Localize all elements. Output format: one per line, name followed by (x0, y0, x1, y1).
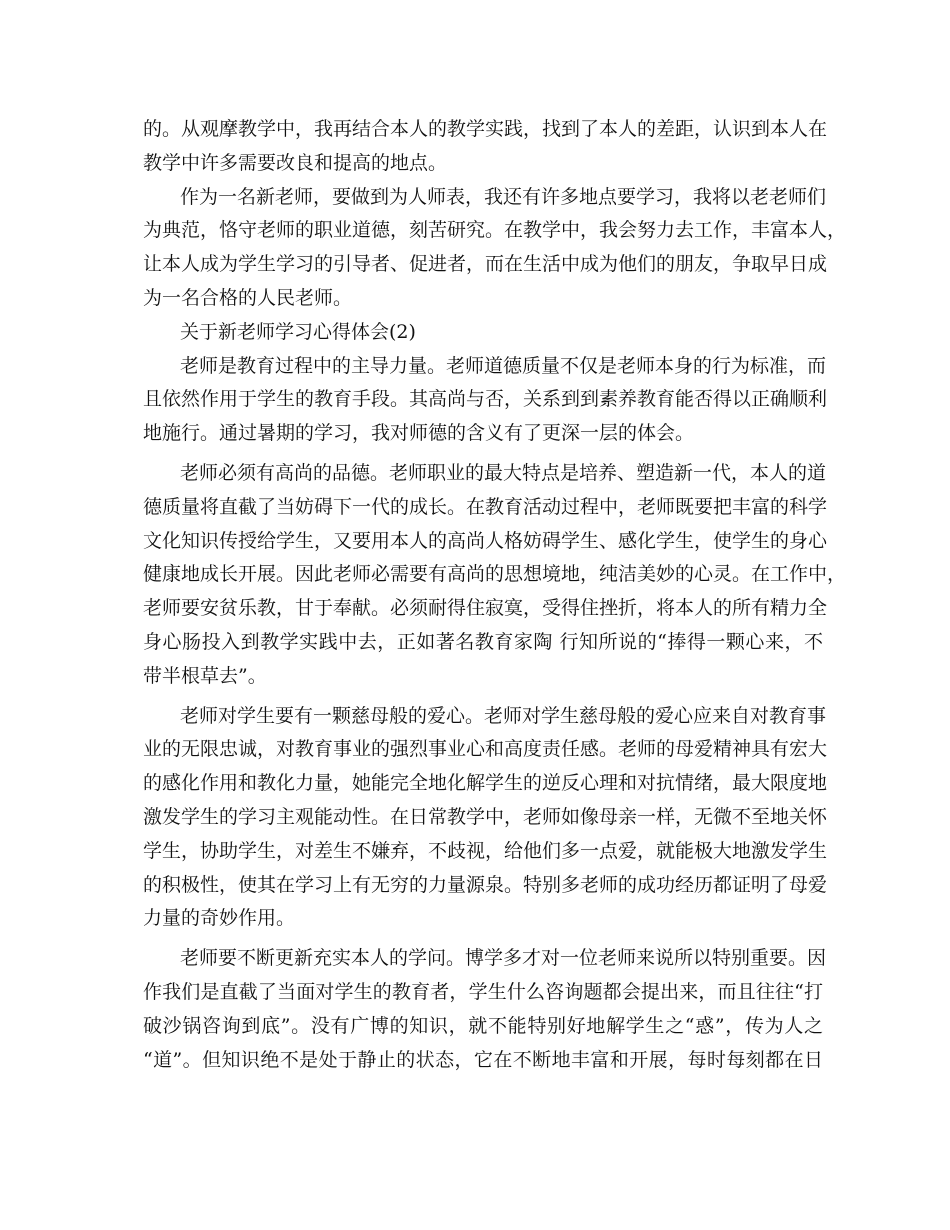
text-line: 作为一名新老师，要做到为人师表，我还有许多地点要学习，我将以老老师们 (180, 185, 827, 208)
text-line: 作我们是直截了当面对学生的教育者，学生什么咨询题都会提出来，而且往往“打 (143, 980, 823, 1003)
text-line: 的。从观摩教学中，我再结合本人的教学实践，找到了本人的差距，认识到本人在 (143, 118, 828, 140)
text-line: 教学中许多需要改良和提高的地点。 (143, 151, 448, 174)
text-line: 的感化作用和教化力量，她能完全地化解学生的逆反心理和对抗情绪，最大限度地 (143, 772, 828, 795)
text-line: 且依然作用于学生的教育手段。其高尚与否，关系到到素养教育能否得以正确顺利 (143, 388, 828, 411)
text-line: 激发学生的学习主观能动性。在日常教学中，老师如像母亲一样，无微不至地关怀 (143, 805, 828, 828)
paragraph (143, 113, 828, 181)
text-line: 文化知识传授给学生，又要用本人的高尚人格妨碍学生、感化学生，使学生的身心 (143, 529, 828, 552)
text-line: 力量的奇妙作用。 (143, 907, 296, 930)
paragraph (143, 350, 828, 451)
paragraph (143, 181, 847, 316)
text-line: 为典范，恪守老师的职业道德，刻苦研究。在教学中，我会努力去工作，丰富本人， (143, 219, 847, 242)
paragraph (143, 942, 827, 1077)
paragraph (143, 700, 828, 937)
text-line: 学生，协助学生，对差生不嫌弃，不歧视，给他们多一点爱，就能极大地激发学生 (143, 839, 828, 862)
text-line: 破沙锅咨询到底”。没有广博的知识，就不能特别好地解学生之“惑”，传为人之 (143, 1014, 823, 1037)
text-line: 老师是教育过程中的主导力量。老师道德质量不仅是老师本身的行为标准，而 (180, 354, 827, 377)
document-body (143, 113, 847, 1077)
text-line: 让本人成为学生学习的引导者、促进者，而在生活中成为他们的朋友，争取早日成 (143, 253, 828, 276)
text-line: 地施行。通过暑期的学习，我对师德的含义有了更深一层的体会。 (143, 422, 695, 445)
text-line: 老师对学生要有一颗慈母般的爱心。老师对学生慈母般的爱心应来自对教育事 (180, 704, 827, 727)
section-heading (143, 316, 823, 350)
text-line: 为一名合格的人民老师。 (143, 286, 353, 309)
text-line: “道”。但知识绝不是处于静止的状态，它在不断地丰富和开展，每时每刻都在日 (143, 1048, 823, 1071)
text-line: 老师要不断更新充实本人的学问。博学多才对一位老师来说所以特别重要。因 (180, 947, 827, 970)
text-line: 老师要安贫乐教，甘于奉献。必须耐得住寂寞，受得住挫折，将本人的所有精力全 (143, 597, 828, 620)
text-line: 德质量将直截了当妨碍下一代的成长。在教育活动过程中，老师既要把丰富的科学 (143, 495, 828, 518)
text-line: 身心肠投入到教学实践中去，正如著名教育家陶 行知所说的“捧得一颗心来，不 (143, 630, 823, 653)
heading-text: 关于新老师学习心得体会(2) (180, 320, 416, 343)
text-line: 老师必须有高尚的品德。老师职业的最大特点是培养、塑造新一代，本人的道 (180, 461, 827, 484)
paragraph (143, 457, 847, 694)
text-line: 的积极性，使其在学习上有无穷的力量源泉。特别多老师的成功经历都证明了母爱 (143, 873, 828, 896)
text-line: 业的无限忠诚，对教育事业的强烈事业心和高度责任感。老师的母爱精神具有宏大 (143, 738, 828, 761)
text-line: 健康地成长开展。因此老师必需要有高尚的思想境地，纯洁美妙的心灵。在工作中， (143, 563, 847, 586)
text-line: 带半根草去”。 (143, 664, 267, 687)
